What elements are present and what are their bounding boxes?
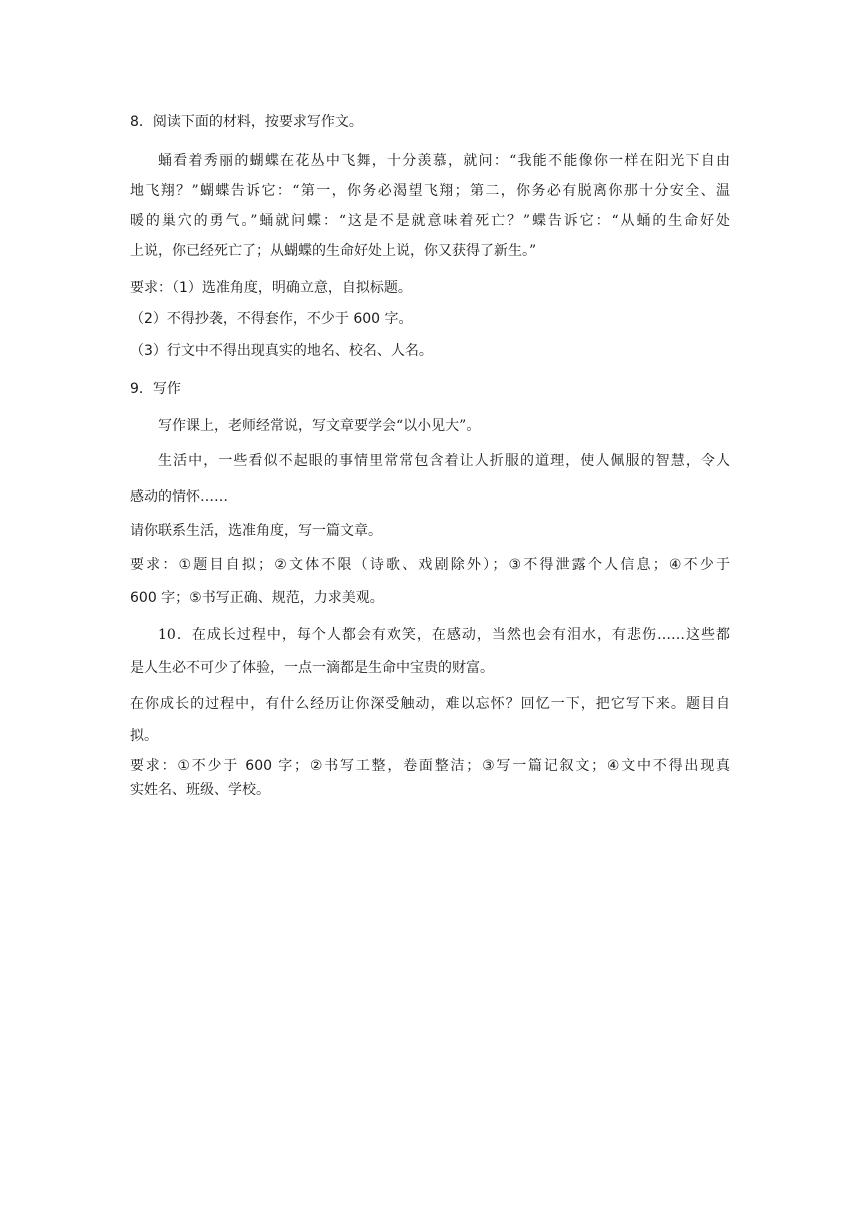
- question-10: [130, 618, 730, 802]
- question-8-requirements: [130, 273, 730, 367]
- passage-line: 感动的情怀……: [130, 489, 228, 505]
- requirement-line: 要求：（1）选准角度，明确立意，自拟标题。: [130, 280, 412, 296]
- question-9-requirements: [130, 548, 730, 614]
- question-10-passage: [130, 618, 730, 684]
- question-9-heading: 9．写作: [130, 381, 181, 397]
- requirement-line: （2）不得抄袭，不得套作，不少于 600 字。: [130, 311, 413, 327]
- question-10-instruction: [130, 688, 730, 752]
- question-9-instruction: 请你联系生活，选准角度，写一篇文章。: [130, 523, 382, 539]
- passage-line: 上说，你已经死亡了；从蝴蝶的生命好处上说，你又获得了新生。”: [130, 243, 537, 259]
- question-8-passage: [130, 146, 730, 266]
- requirement-line: 实姓名、班级、学校。: [130, 782, 270, 798]
- requirement-line: 要求：①不少于 600 字；②书写工整，卷面整洁；③写一篇记叙文；④文中不得出现真: [130, 758, 730, 774]
- passage-line: 暖的巢穴的勇气。”蛹就问蝶：“这是不是就意味着死亡？”蝶告诉它：“从蛹的生命好处: [130, 213, 730, 229]
- question-8: [130, 112, 730, 367]
- requirement-line: 要求：①题目自拟；②文体不限（诗歌、戏剧除外）；③不得泄露个人信息；④不少于: [130, 557, 730, 573]
- question-10-requirements: [130, 754, 730, 802]
- passage-line: 10．在成长过程中，每个人都会有欢笑，在感动，当然也会有泪水，有悲伤……这些都: [158, 627, 730, 643]
- requirement-line: （3）行文中不得出现真实的地名、校名、人名。: [130, 343, 433, 359]
- passage-line: 写作课上，老师经常说，写文章要学会“以小见大”。: [158, 418, 481, 434]
- question-9: [130, 373, 730, 614]
- passage-line: 生活中，一些看似不起眼的事情里常常包含着让人折服的道理，使人佩服的智慧，令人: [158, 453, 730, 469]
- passage-line: 地飞翔？”蝴蝶告诉它：“第一，你务必渴望飞翔；第二，你务必有脱离你那十分安全、温: [130, 183, 730, 199]
- instruction-line: 在你成长的过程中，有什么经历让你深受触动，难以忘怀？回忆一下，把它写下来。题目自: [130, 696, 730, 712]
- question-8-heading: 8．阅读下面的材料，按要求写作文。: [130, 114, 363, 130]
- document-content: [130, 108, 730, 802]
- question-9-passage: [130, 410, 730, 514]
- passage-line: 是人生必不可少了体验，一点一滴都是生命中宝贵的财富。: [130, 660, 494, 676]
- requirement-line: 600 字；⑤书写正确、规范，力求美观。: [130, 590, 384, 606]
- instruction-line: 拟。: [130, 728, 158, 744]
- passage-line: 蛹看着秀丽的蝴蝶在花丛中飞舞，十分羡慕，就问：“我能不能像你一样在阳光下自由: [158, 153, 730, 169]
